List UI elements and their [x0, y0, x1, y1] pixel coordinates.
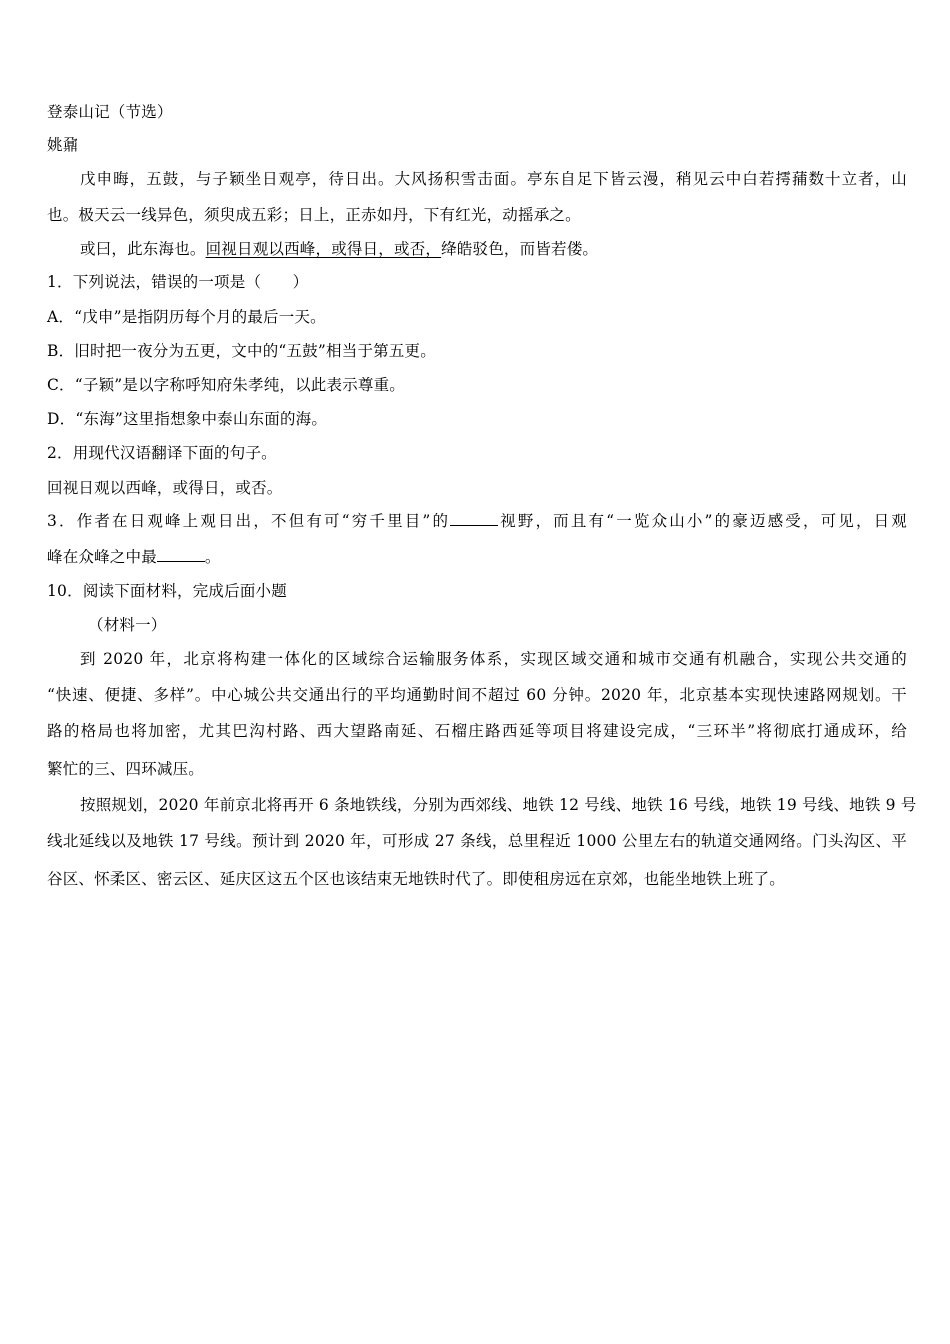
question-1-option-d: D．“东海”这里指想象中泰山东面的海。 — [47, 410, 328, 428]
question-3-part-2: 视野，而且有“一览众山小”的豪迈感受，可见，日观 — [498, 512, 908, 530]
question-1-stem: 1．下列说法，错误的一项是（ ） — [47, 273, 309, 291]
passage-paragraph-1-line-1: 戊申晦，五鼓，与子颖坐日观亭，待日出。大风扬积雪击面。亭东自足下皆云漫，稍见云中白若摴蒱数十立者，山 — [80, 170, 907, 188]
material-2-line-3: 谷区、怀柔区、密云区、延庆区这五个区也该结束无地铁时代了。即使租房远在京郊，也能坐地铁上班了。 — [47, 870, 785, 888]
passage-author: 姚鼐 — [47, 136, 79, 154]
question-3-part-3: 峰在众峰之中最 — [47, 548, 157, 566]
material-1-line-3: 路的格局也将加密，尤其巴沟村路、西大望路南延、石榴庄路西延等项目将建设完成，“三环半”将彻底打通成环，给 — [47, 722, 907, 740]
question-3-part-1: 3．作者在日观峰上观日出，不但有可“穷千里目”的 — [47, 512, 451, 530]
question-3-line-1 — [47, 510, 907, 532]
passage-paragraph-2 — [80, 238, 907, 260]
passage-paragraph-1-line-2: 也。极天云一线异色，须臾成五彩；日上，正赤如丹，下有红光，动摇承之。 — [47, 206, 581, 224]
material-2-line-1: 按照规划，2020 年前京北将再开 6 条地铁线，分别为西郊线、地铁 12 号线、地铁 16 号线，地铁 19 号线、地铁 9 号 — [80, 796, 917, 814]
question-3-part-4: 。 — [204, 548, 221, 566]
question-2-sentence: 回视日观以西峰，或得日，或否。 — [47, 479, 283, 497]
question-1-option-c: C．“子颖”是以字称呼知府朱孝纯，以此表示尊重。 — [47, 376, 406, 394]
answer-blank-2[interactable] — [157, 547, 205, 562]
answer-blank-1[interactable] — [450, 511, 498, 526]
material-2-line-2: 线北延线以及地铁 17 号线。预计到 2020 年，可形成 27 条线，总里程近 1000 公里左右的轨道交通网络。门头沟区、平 — [47, 832, 907, 850]
material-1-label: （材料一） — [88, 616, 167, 634]
question-3-line-2 — [47, 546, 907, 568]
question-1-option-a: A．“戊申”是指阴历每个月的最后一天。 — [47, 308, 326, 326]
material-1-line-4: 繁忙的三、四环减压。 — [47, 760, 205, 778]
passage-p2-before: 或曰，此东海也。 — [80, 240, 206, 258]
passage-p2-underlined: 回视日观以西峰，或得日，或否， — [205, 240, 442, 258]
section-10-heading: 10．阅读下面材料，完成后面小题 — [47, 582, 287, 600]
passage-title: 登泰山记（节选） — [47, 103, 173, 121]
material-1-line-2: “快速、便捷、多样”。中心城公共交通出行的平均通勤时间不超过 60 分钟。2020 年，北京基本实现快速路网规划。干 — [47, 686, 907, 704]
question-2-stem: 2．用现代汉语翻译下面的句子。 — [47, 444, 277, 462]
material-1-line-1: 到 2020 年，北京将构建一体化的区域综合运输服务体系，实现区域交通和城市交通有机融合，实现公共交通的 — [80, 650, 907, 668]
passage-p2-after: 绛皓驳色，而皆若偻。 — [441, 240, 599, 258]
question-1-option-b: B．旧时把一夜分为五更，文中的“五鼓”相当于第五更。 — [47, 342, 436, 360]
